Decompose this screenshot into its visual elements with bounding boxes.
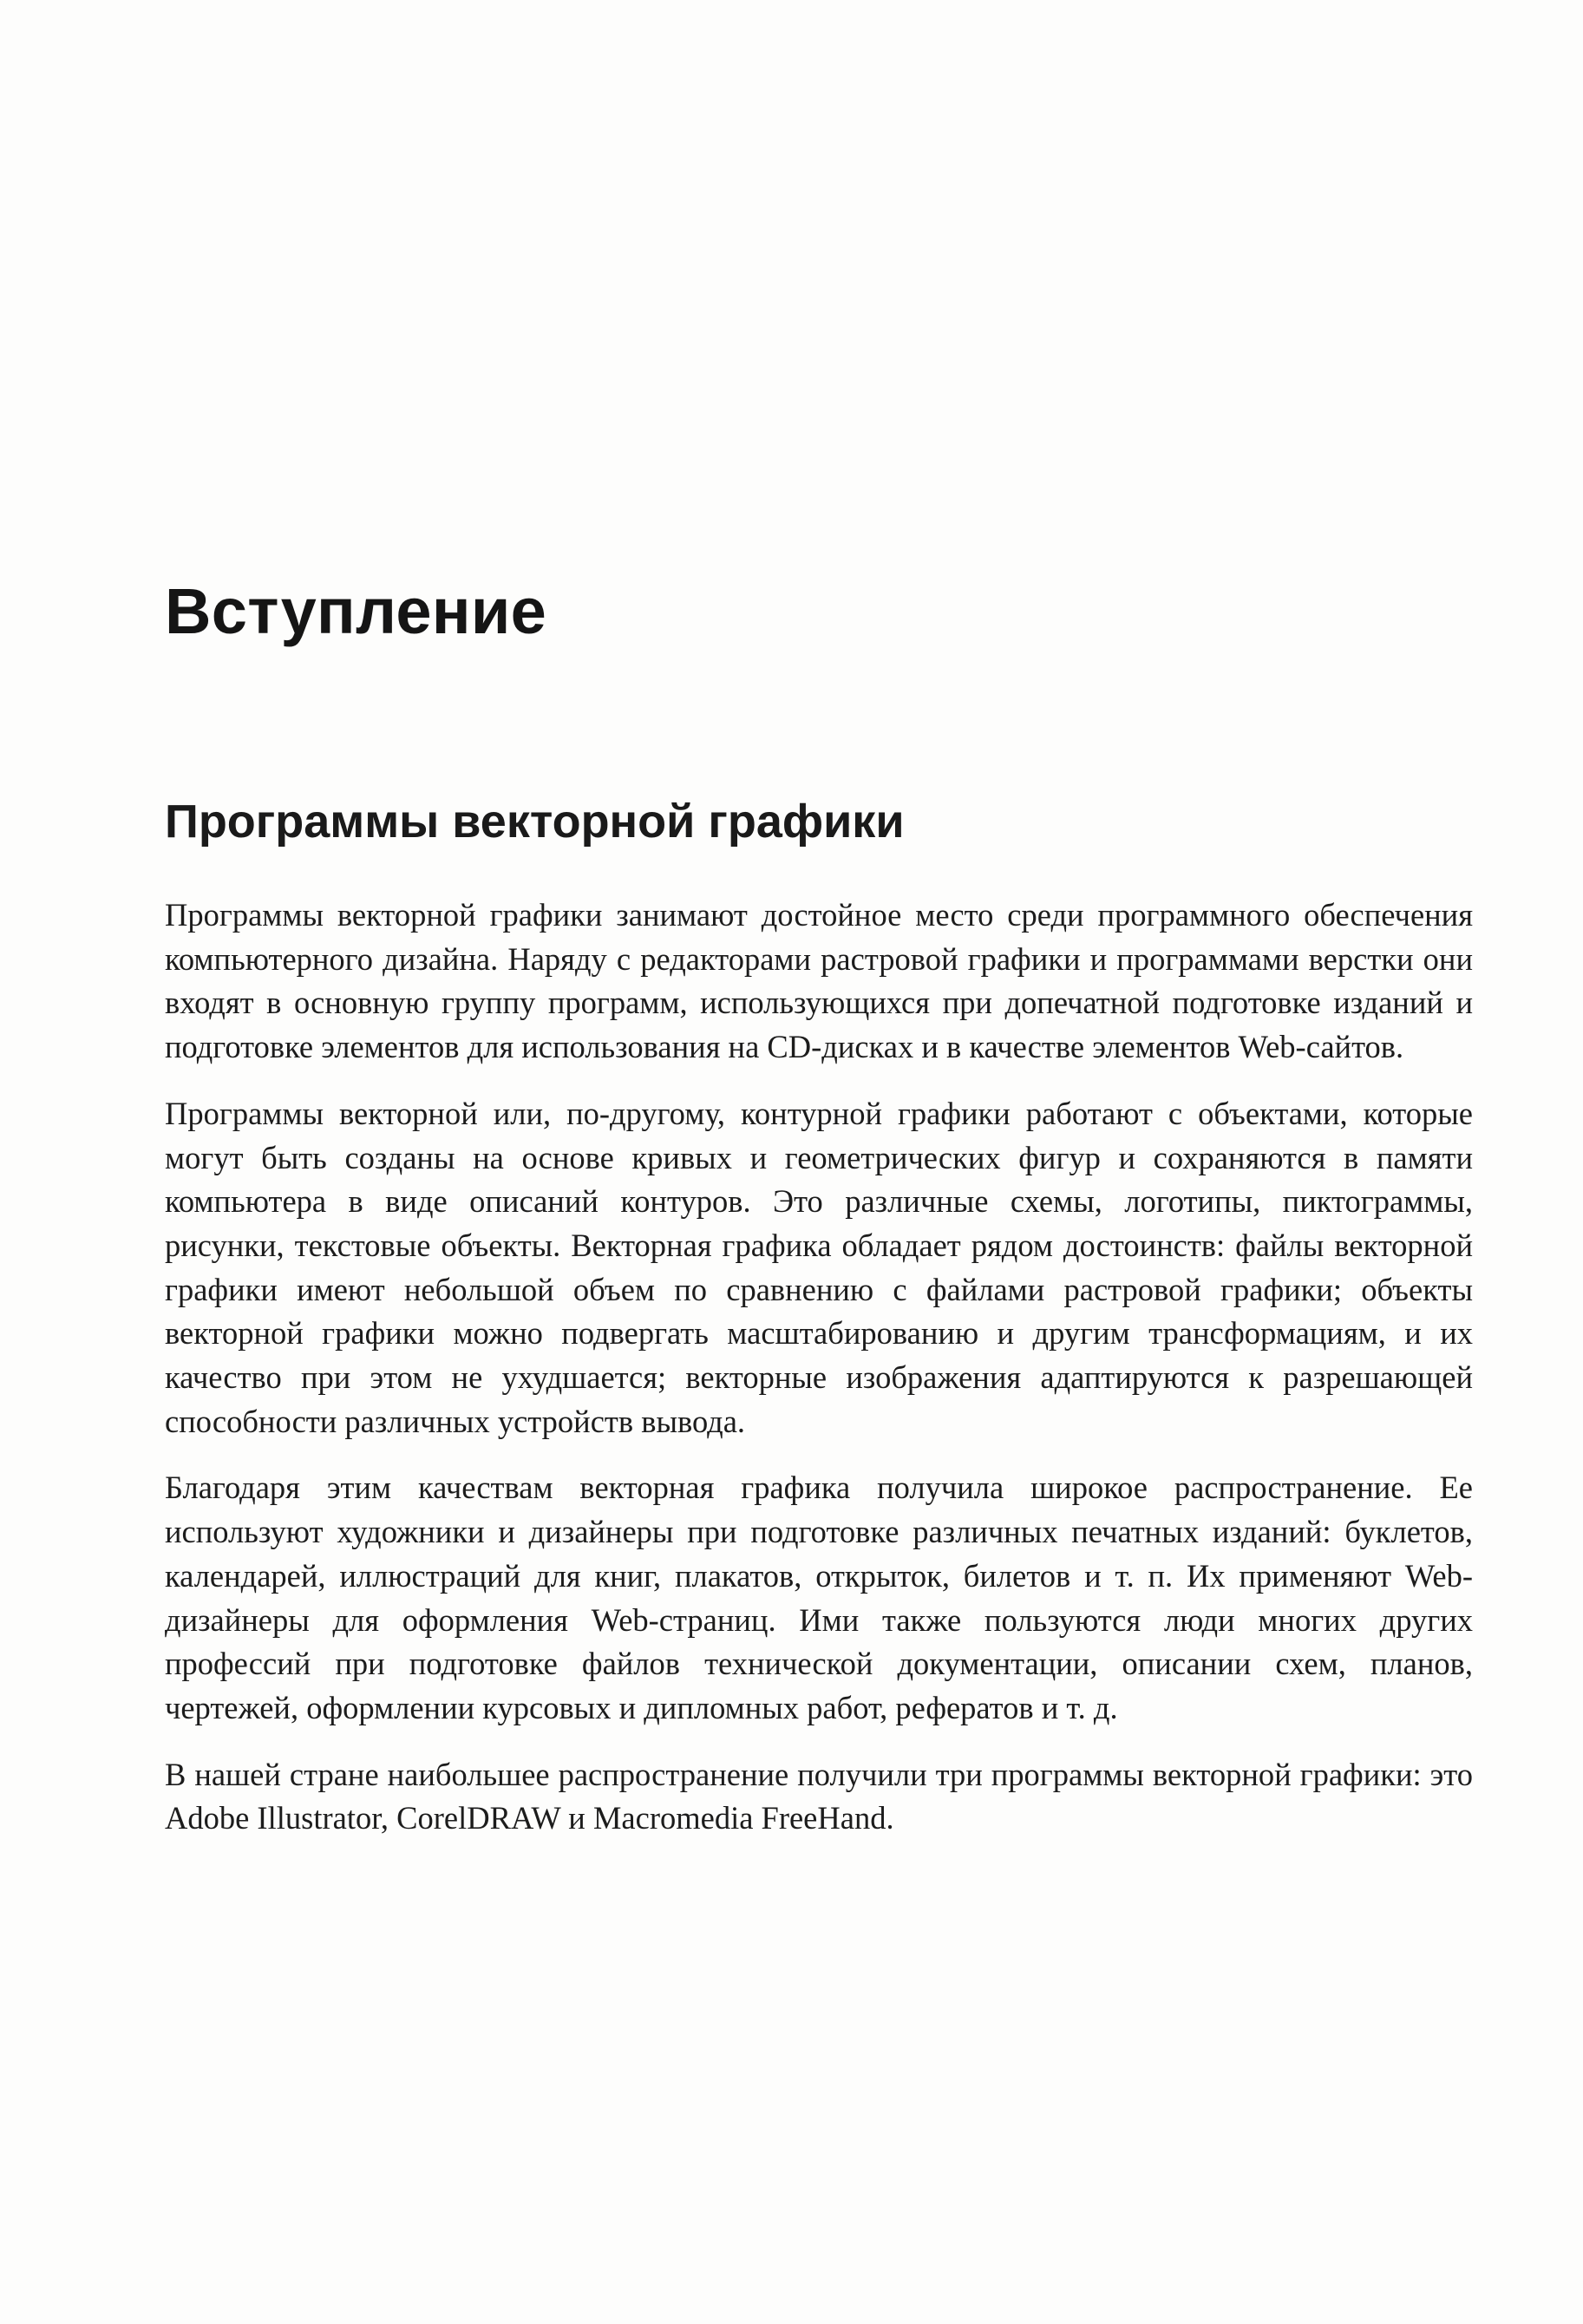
paragraph: Программы векторной или, по-другому, контурной графики работают с объектами, которые могут быть созданы на основе кривых и геометрических фигур и сохраняются в памяти компьютера в виде описаний контуров. Это различные схемы, логотипы, пиктограммы, рисунки, текстовые объекты. Векторная графика обладает рядом достоинств: файлы векторной графики имеют небольшой объем по сравнению с файлами растровой графики; объекты векторной графики можно подвергать масштабированию и другим трансформациям, и их качество при этом не ухудшается; векторные изображения адаптируются к разрешающей способности различных устройств вывода.: [165, 1095, 1473, 1439]
paragraph: В нашей стране наибольшее распространение получили три программы векторной графики: это Adobe Illustrator, CorelDRAW и Macromedia FreeHand.: [165, 1756, 1473, 1836]
chapter-title: Вступление: [165, 575, 547, 647]
paragraph: Благодаря этим качествам векторная графика получила широкое распространение. Ее используют художники и дизайнеры при подготовке различных печатных изданий: буклетов, календарей, иллюстраций для книг, плакатов, открыток, билетов и т. п. Их применяют Web-дизайнеры для оформления Web-страниц. Ими также пользуются люди многих других профессий при подготовке файлов технической документации, описании схем, планов, чертежей, оформлении курсовых и дипломных работ, рефератов и т. д.: [165, 1470, 1473, 1725]
section-title: Программы векторной графики: [165, 795, 905, 848]
paragraph: Программы векторной графики занимают достойное место среди программного обеспечения компьютерного дизайна. Наряду с редакторами растровой графики и программами верстки они входят в основную группу программ, использующихся при допечатной подготовке изданий и подготовке элементов для использования на CD-дисках и в качестве элементов Web-сайтов.: [165, 897, 1473, 1065]
body-text: [165, 894, 1473, 1863]
